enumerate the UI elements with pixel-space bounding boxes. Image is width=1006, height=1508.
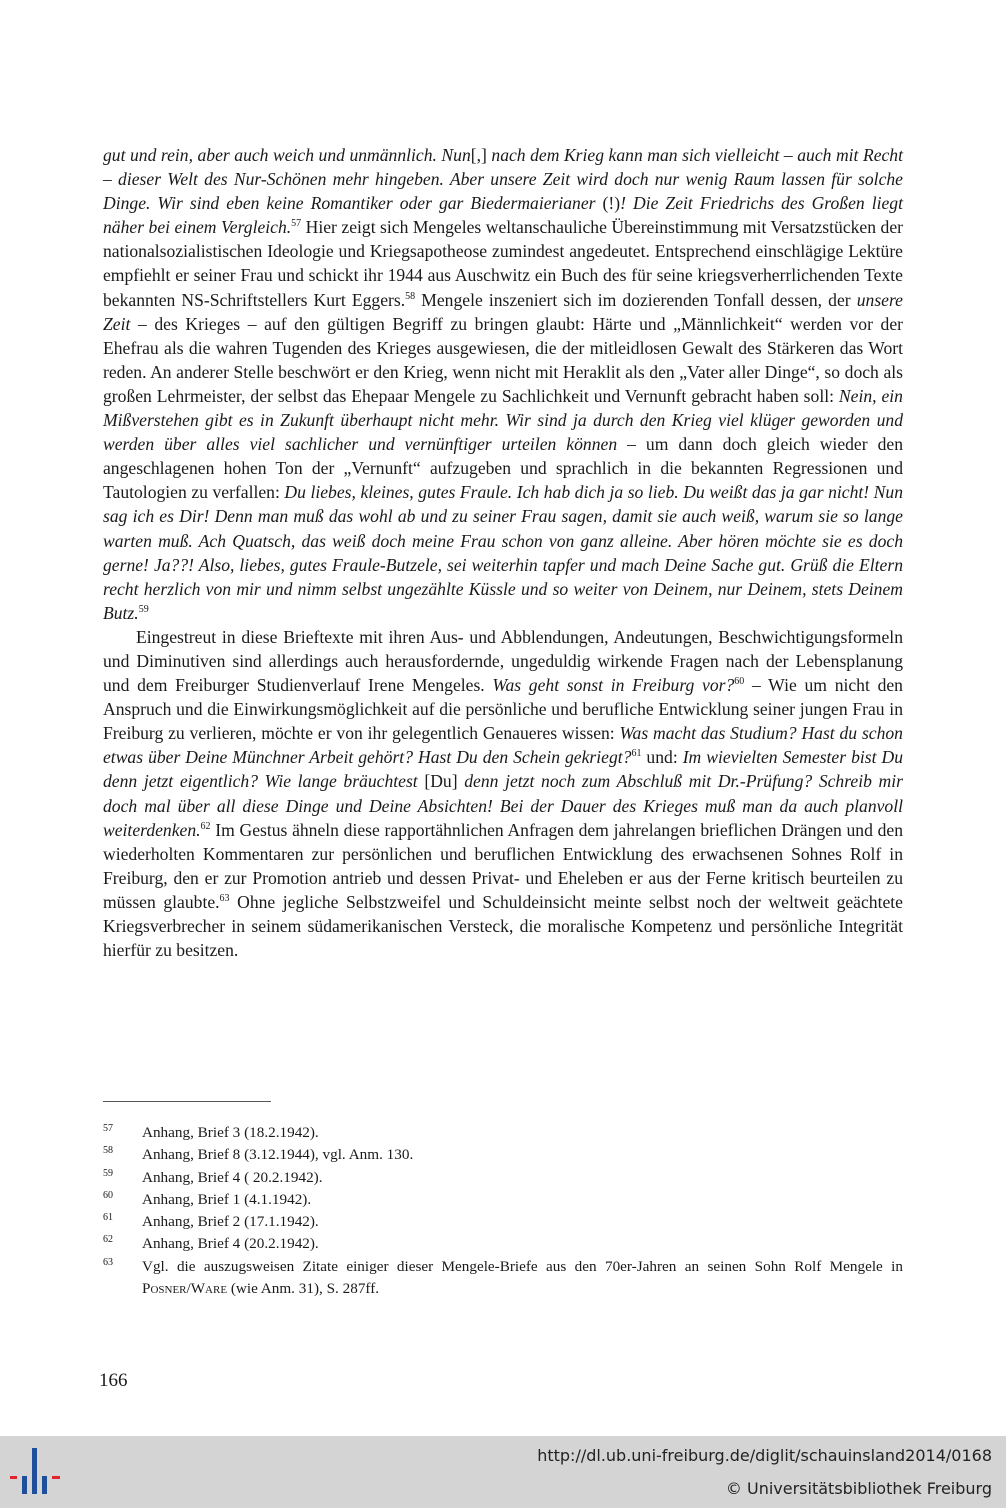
footnote-item xyxy=(103,1211,903,1233)
text-run: Hier zeigt sich Mengeles weltanschauliche Übereinstimmung mit Versatzstücken der nationalsozialistischen Ideologie und Kriegsapotheose zumindest angedeutet. Entsprechend einschlägige Lektüre empfiehlt er seiner Frau und schickt ihr 1944 aus Auschwitz ein Buch des für seine kriegsverherrlichenden Texte bekannten NS-Schriftstellers Kurt Eggers. xyxy=(103,217,903,310)
footnote-number: 60 xyxy=(103,1189,113,1201)
text-run: Im Gestus ähneln diese rapportähnlichen Anfragen dem jahrelangen brieflichen Drängen und den wiederholten Kommentaren zur persönlichen und beruflichen Entwicklung des erwachsenen Sohnes Rolf in Freiburg, den er zur Promotion antrieb und dessen Privat- und Eheleben er aus der Ferne kritisch beurteilen zu müssen glaubte. xyxy=(103,819,903,912)
footnote-number: 57 xyxy=(103,1123,113,1134)
footnote-item xyxy=(103,1122,903,1144)
footnote-ref[interactable]: 59 xyxy=(138,603,149,615)
footnote-ref[interactable]: 63 xyxy=(219,892,230,904)
text-run: Mengele inszeniert sich im dozierenden Tonfall dessen, der xyxy=(415,289,857,310)
footnote-list xyxy=(103,1122,903,1300)
page-number: 166 xyxy=(99,1370,128,1391)
footnote-item xyxy=(103,1167,903,1189)
text-run: – Wie um nicht den Anspruch und die Einwirkungsmöglichkeit auf die persönliche und berufliche Entwicklung seiner jungen Frau in Freiburg zu verlieren, möchte er von ihr gelegentlich Genaueres wissen: xyxy=(103,675,903,744)
footnote-item xyxy=(103,1256,903,1301)
quote-italic: Du liebes, kleines, gutes Fraule. Ich hab dich ja so lieb. Du weißt das ja gar nicht! Nun sag ich es Dir! Denn man muß das wohl ab und zu seiner Frau sagen, damit sie auch weiß, warum sie so lange warten muß. Ach Quatsch, das weiß doch meine Frau schon von ganz alleine. Aber hören möchte sie es doch gerne! Ja??! Also, liebes, gutes Fraule-Butzele, sei weiterhin tapfer und mach Deine Sache gut. Grüß die Eltern recht herzlich von mir und nimm selbst ungezählte Küssle und so weiter von Deinem, nur Deinem, stets Deinem Butz. xyxy=(103,482,903,623)
text-run: Ohne jegliche Selbstzweifel und Schuldeinsicht meinte selbst noch der weltweit geächtete Kriegsverbrecher in seinem südamerikanischen Versteck, die moralische Kompetenz und persönliche Integrität hierfür zu besitzen. xyxy=(103,891,903,961)
author-names-small-caps: Posner/Ware xyxy=(142,1280,228,1298)
text-run: Eingestreut in diese Brieftexte mit ihren Aus- und Abblendungen, Andeutungen, Beschwichtigungsformeln und Diminutiven sind allerdings auch herausfordernde, ungeduldig wirkende Fragen nach der Lebensplanung und dem Freiburger Studienverlauf Irene Mengeles. xyxy=(103,626,903,696)
footnote-item xyxy=(103,1233,903,1255)
footnote-number: 62 xyxy=(103,1234,113,1246)
footnote-text: (wie Anm. 31), S. 287ff. xyxy=(227,1280,380,1298)
quote-italic: denn jetzt noch zum Abschluß mit Dr.-Prüfung? Schreib mir doch mal über all diese Dinge und Deine Absichten! Bei der Dauer des Krieges muß man da auch planvoll weiterdenken. xyxy=(103,771,903,840)
footnote-number: 63 xyxy=(103,1256,113,1268)
text-run: – des Krieges – auf den gültigen Begriff zu bringen glaubt: Härte und „Männlichkeit“ werden vor der Ehefrau als die wahren Tugenden des Krieges ausgewiesen, die der mitleidlosen Gewalt des Stärkeren das Wort reden. An anderer Stelle beschwört er den Krieg, wenn nicht mit Heraklit als den „Vater aller Dinge“, so doch als großen Lehrmeister, der selbst das Ehepaar Mengele zu Sachlichkeit und Vernunft gebracht haben soll: xyxy=(103,313,903,406)
document-url-link[interactable]: http://dl.ub.uni-freiburg.de/diglit/schauinsland2014/0168 xyxy=(537,1446,992,1465)
footnote-number: 59 xyxy=(103,1167,113,1179)
footnote-ref[interactable]: 61 xyxy=(631,748,642,760)
footnote-text: Anhang, Brief 8 (3.12.1944), vgl. Anm. 130. xyxy=(142,1146,414,1164)
copyright-text: © Universitätsbibliothek Freiburg xyxy=(725,1479,992,1498)
quote-italic: gut und rein, aber auch weich und unmännlich. Nun xyxy=(103,145,471,165)
text-run: (!) xyxy=(602,193,621,214)
quote-italic: nach dem Krieg kann man sich vielleicht – auch mit Recht – dieser Welt des Nur-Schönen mehr hingeben. Aber unsere Zeit wird doch nur wenig Raum lassen für solche Dinge. Wir sind eben keine Romantiker oder gar Biedermaierianer xyxy=(103,145,903,214)
text-run: – um dann doch gleich wieder den angeschlagenen hohen Ton der „Vernunft“ aufzugeben und sprachlich in die bekannten Regressionen und Tautologien zu verfallen: xyxy=(103,434,903,503)
paragraph-2 xyxy=(103,625,903,962)
text-run: [Du] xyxy=(424,771,458,792)
footnote-text: Vgl. die auszugsweisen Zitate einiger dieser Mengele-Briefe aus den 70er-Jahren an seinen Sohn Rolf Mengele in xyxy=(142,1257,903,1275)
footnote-text: Anhang, Brief 1 (4.1.1942). xyxy=(142,1190,312,1208)
quote-italic: Was macht das Studium? Hast du schon etwas über Deine Münchner Arbeit gehört? Hast Du den Schein gekriegt? xyxy=(103,723,903,768)
footer-bar xyxy=(0,1436,1006,1508)
text-run: [,] xyxy=(470,145,487,165)
quote-italic: ! Die Zeit Friedrichs des Großen liegt näher bei einem Vergleich. xyxy=(103,193,903,238)
ub-freiburg-logo-icon[interactable] xyxy=(8,1444,64,1500)
footnote-item xyxy=(103,1189,903,1211)
quote-italic: Im wievielten Semester bist Du denn jetzt eigentlich? Wie lange bräuchtest xyxy=(103,747,903,792)
footnote-ref[interactable]: 58 xyxy=(405,290,416,302)
paragraph-1 xyxy=(103,143,903,625)
quote-italic: Was geht sonst in Freiburg vor? xyxy=(492,675,735,696)
footnote-ref[interactable]: 57 xyxy=(291,218,302,230)
footnote-text: Anhang, Brief 4 ( 20.2.1942). xyxy=(142,1168,323,1186)
body-text xyxy=(103,143,903,962)
footnote-text: Anhang, Brief 3 (18.2.1942). xyxy=(142,1124,319,1141)
footnote-text: Anhang, Brief 2 (17.1.1942). xyxy=(142,1213,319,1231)
footnote-number: 61 xyxy=(103,1212,113,1224)
quote-italic: Nein, ein Mißverstehen gibt es in Zukunft überhaupt nicht mehr. Wir sind ja durch den Krieg viel klüger geworden und werden über alles viel sachlicher und vernünftiger urteilen können xyxy=(103,385,903,455)
footnote-ref[interactable]: 60 xyxy=(734,676,745,688)
footnote-ref[interactable]: 62 xyxy=(200,820,211,832)
text-run: und: xyxy=(641,747,683,768)
footnote-divider xyxy=(103,1101,271,1102)
footnote-item xyxy=(103,1144,903,1166)
quote-italic: unsere Zeit xyxy=(103,289,903,334)
footnote-text: Anhang, Brief 4 (20.2.1942). xyxy=(142,1235,319,1253)
footnote-number: 58 xyxy=(103,1145,113,1157)
